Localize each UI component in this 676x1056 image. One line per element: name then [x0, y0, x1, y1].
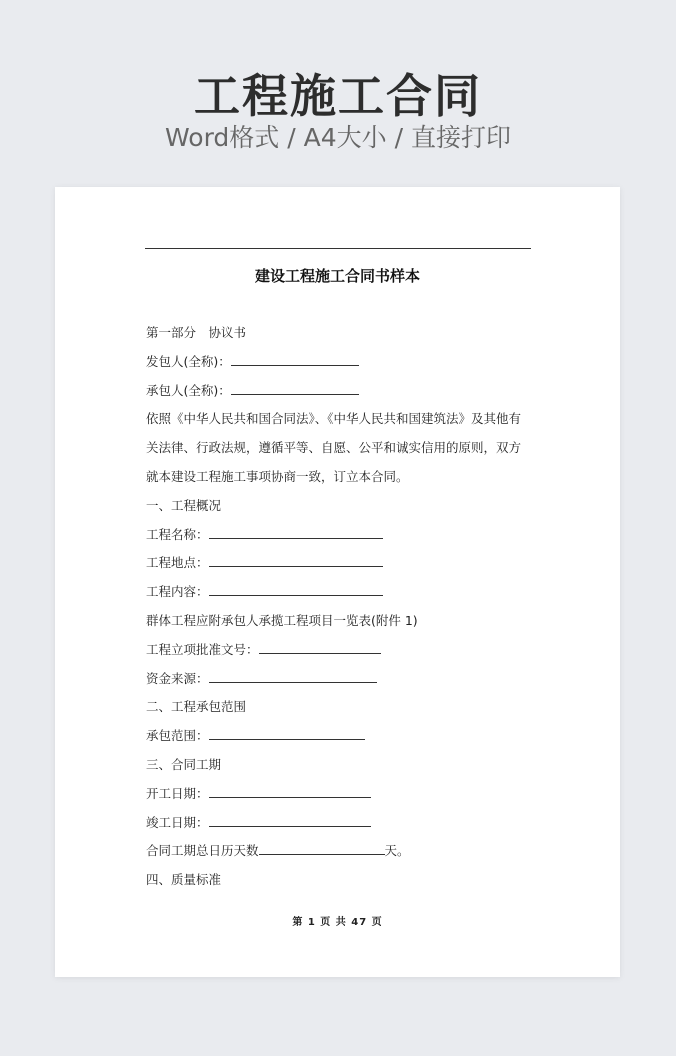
field-label: 工程地点： — [146, 555, 209, 571]
field-line — [146, 722, 546, 751]
page-title: 工程施工合同 — [194, 69, 482, 123]
field-line — [146, 578, 546, 607]
field-label: 承包人(全称)： — [146, 382, 231, 398]
paragraph-line: 依照《中华人民共和国合同法》、《中华人民共和国建筑法》及其他有 — [146, 411, 522, 427]
field-label: 工程名称： — [146, 526, 209, 542]
field-line — [146, 665, 546, 694]
field-line — [146, 837, 546, 866]
section-heading: 三、合同工期 — [146, 756, 222, 772]
field-label: 承包范围： — [146, 728, 209, 744]
blank-underline — [209, 812, 371, 827]
field-line — [146, 636, 546, 665]
field-line — [146, 809, 546, 838]
field-label: 竣工日期： — [146, 814, 209, 830]
blank-underline — [209, 581, 383, 596]
field-line — [146, 549, 546, 578]
blank-underline — [259, 840, 385, 855]
document-page — [55, 187, 620, 977]
field-label: 工程内容： — [146, 584, 209, 600]
page-number: 第 1 页 共 47 页 — [292, 917, 383, 928]
section-heading: 第一部分 协议书 — [146, 325, 247, 340]
blank-underline — [259, 639, 381, 654]
field-label: 开工日期： — [146, 785, 209, 801]
blank-underline — [231, 380, 359, 395]
blank-underline — [209, 725, 365, 740]
document-body — [146, 319, 546, 895]
blank-underline — [231, 351, 359, 366]
days-suffix: 天。 — [384, 843, 410, 859]
field-label: 资金来源： — [146, 670, 209, 686]
blank-underline — [209, 668, 377, 683]
paragraph-line: 关法律、行政法规，遵循平等、自愿、公平和诚实信用的原则，双方 — [146, 440, 522, 456]
field-label: 合同工期总日历天数 — [146, 843, 259, 859]
section-heading: 四、质量标准 — [146, 872, 222, 888]
blank-underline — [209, 552, 383, 567]
section-heading: 一、工程概况 — [146, 497, 222, 513]
header-rule — [145, 248, 531, 249]
paragraph-line: 就本建设工程施工事项协商一致，订立本合同。 — [146, 468, 409, 484]
field-line — [146, 521, 546, 550]
blank-underline — [209, 524, 383, 539]
field-label: 工程立项批准文号： — [146, 641, 259, 657]
field-label: 发包人(全称)： — [146, 353, 231, 369]
field-line — [146, 377, 546, 406]
blank-underline — [209, 783, 371, 798]
page-subtitle: Word格式 / A4大小 / 直接打印 — [165, 123, 511, 152]
section-heading: 二、工程承包范围 — [146, 699, 247, 715]
field-line — [146, 780, 546, 809]
field-line — [146, 348, 546, 377]
document-title: 建设工程施工合同书样本 — [254, 267, 420, 285]
paragraph-line: 群体工程应附承包人承揽工程项目一览表(附件 1) — [146, 612, 418, 628]
